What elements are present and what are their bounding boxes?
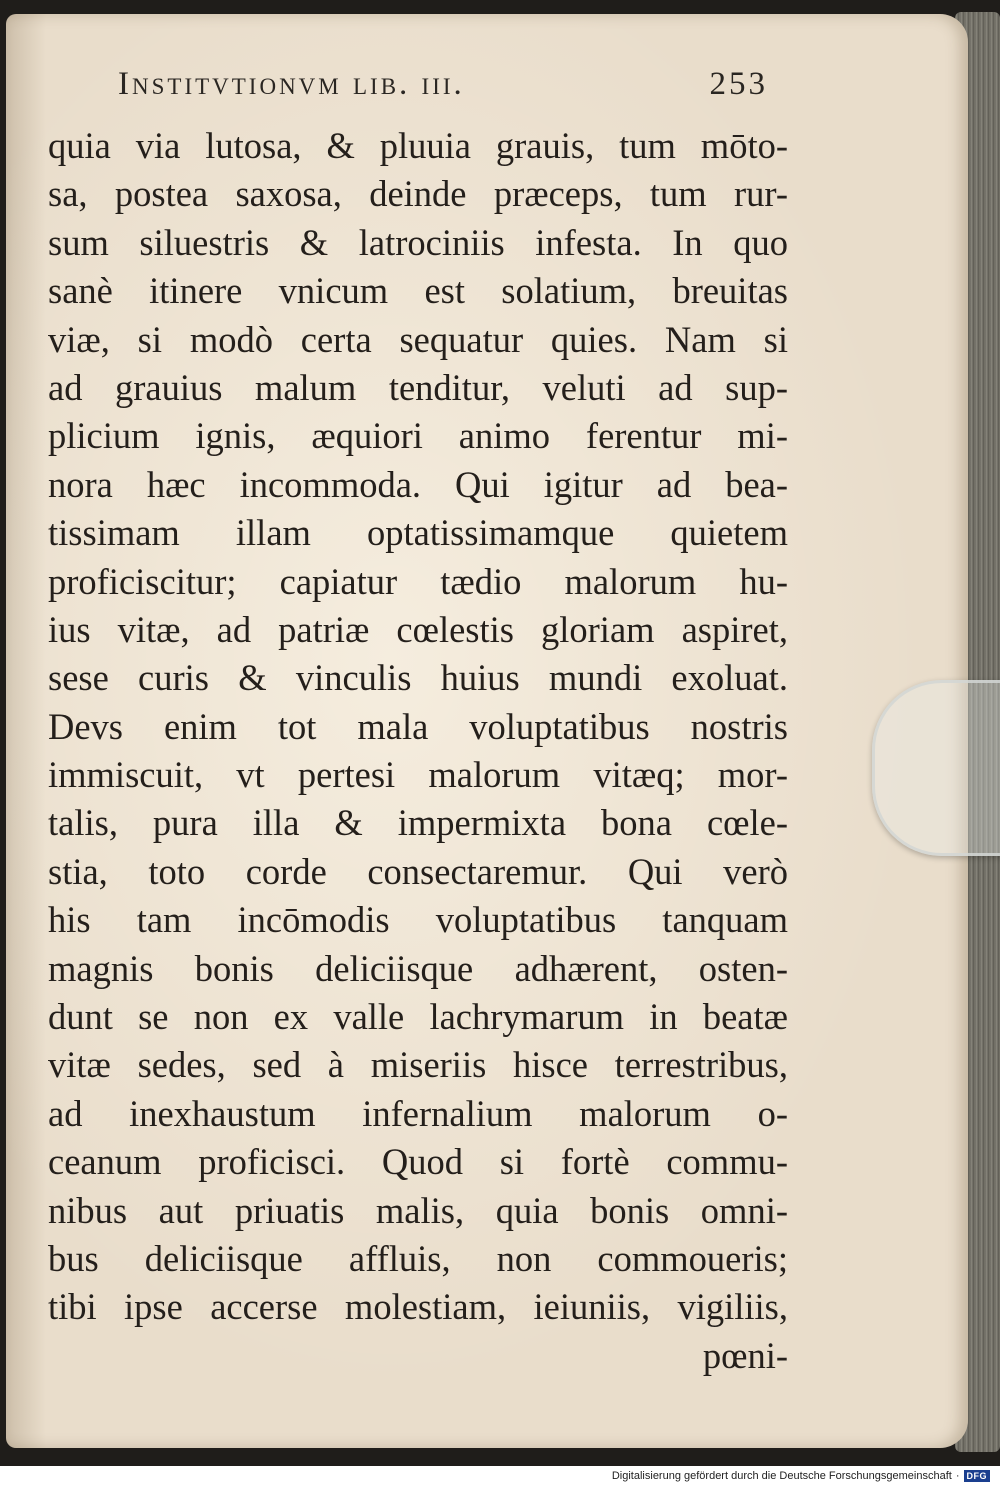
text-line: ius vitæ, ad patriæ cœlestis gloriam aspiret,: [48, 608, 788, 650]
page-number: 253: [709, 65, 768, 102]
dfg-logo: DFG: [964, 1470, 991, 1482]
text-line: nibus aut priuatis malis, quia bonis omni-: [48, 1189, 788, 1231]
text-line: sum siluestris & latrociniis infesta. In quo: [48, 221, 788, 263]
text-line: immiscuit, vt pertesi malorum vitæq; mor-: [48, 754, 788, 796]
text-line: tibi ipse accerse molestiam, ieiuniis, vigiliis,: [48, 1286, 788, 1328]
text-line: vitæ sedes, sed à miseriis hisce terrestribus,: [48, 1044, 788, 1086]
text-line: quia via lutosa, & pluuia grauis, tum mōto-: [48, 125, 788, 166]
text-line: sa, postea saxosa, deinde præceps, tum rur-: [48, 173, 788, 215]
text-line: talis, pura illa & impermixta bona cœle-: [48, 802, 788, 844]
credit-text: Digitalisierung gefördert durch die Deutsche Forschungsgemeinschaft: [611, 1469, 952, 1482]
text-line: magnis bonis deliciisque adhærent, osten-: [48, 947, 788, 989]
text-line: plicium ignis, æquiori animo ferentur mi-: [48, 415, 788, 457]
text-line: tissimam illam optatissimamque quietem: [48, 512, 788, 554]
text-line: stia, toto corde consectaremur. Qui verò: [48, 850, 788, 892]
page-clip: [872, 680, 1000, 856]
text-line: sese curis & vinculis huius mundi exoluat.: [48, 657, 788, 699]
text-line: dunt se non ex valle lachrymarum in beatæ: [48, 996, 788, 1038]
text-line: proficiscitur; capiatur tædio malorum hu-: [48, 560, 788, 602]
text-line: his tam incōmodis voluptatibus tanquam: [48, 899, 788, 941]
text-line: Devs enim tot mala voluptatibus nostris: [48, 705, 788, 747]
running-head-title: Institvtionvm lib. iii.: [118, 65, 465, 102]
text-line: ad grauius malum tenditur, veluti ad sup-: [48, 366, 788, 408]
body-text: [48, 122, 788, 1380]
text-line: ad inexhaustum infernalium malorum o-: [48, 1092, 788, 1134]
digitization-credit: [0, 1466, 1000, 1485]
text-line: bus deliciisque affluis, non commoueris;: [48, 1237, 788, 1279]
text-line: nora hæc incommoda. Qui igitur ad bea-: [48, 463, 788, 505]
running-head: [118, 60, 768, 108]
text-line: sanè itinere vnicum est solatium, breuitas: [48, 270, 788, 312]
text-line: ceanum proficisci. Quod si fortè commu-: [48, 1141, 788, 1183]
text-line: viæ, si modò certa sequatur quies. Nam si: [48, 318, 788, 360]
separator: ·: [955, 1469, 960, 1482]
catchword: pœni-: [702, 1334, 788, 1376]
